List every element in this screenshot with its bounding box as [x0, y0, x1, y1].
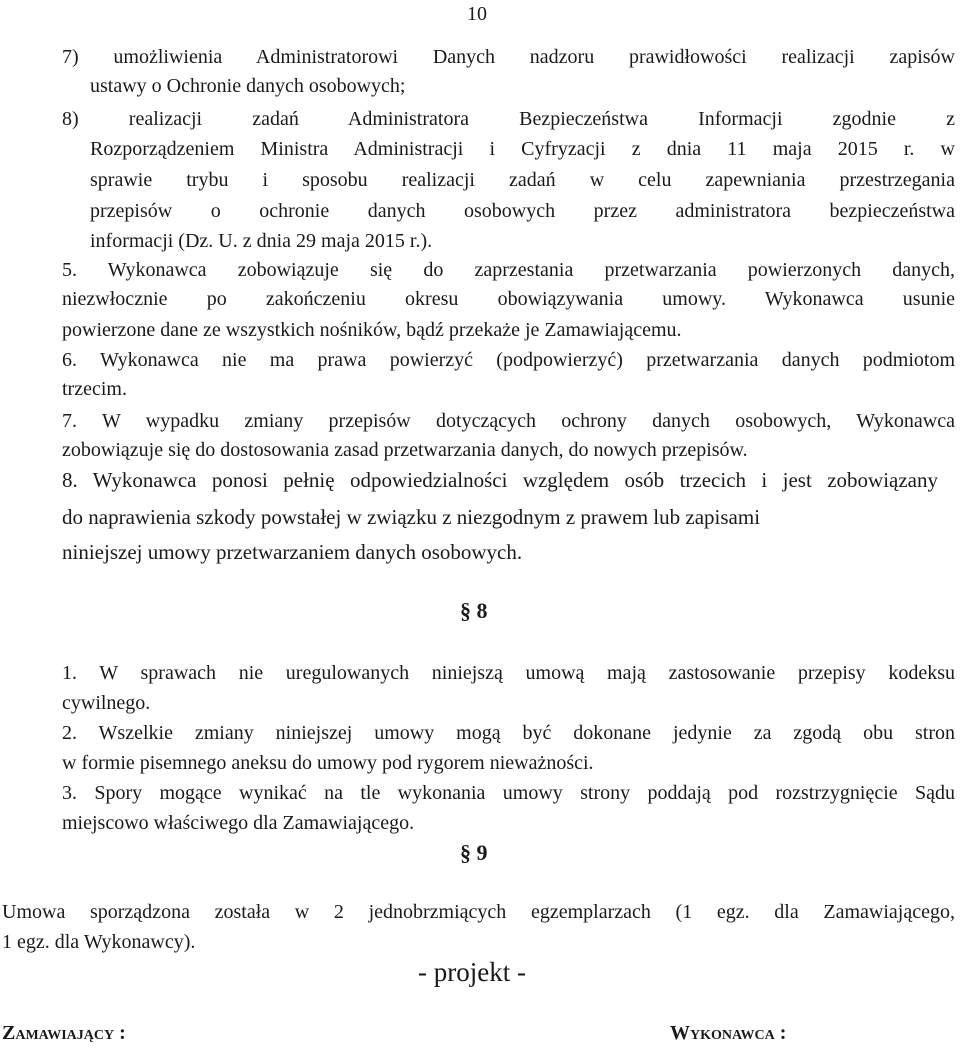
text-line: ustawy o Ochronie danych osobowych;: [90, 75, 406, 97]
text-line: informacji (Dz. U. z dnia 29 maja 2015 r.).: [90, 230, 433, 252]
text-line: 8) realizacji zadań Administratora Bezpieczeństwa Informacji zgodnie z: [62, 108, 955, 130]
text-line: niezwłocznie po zakończeniu okresu obowiązywania umowy. Wykonawca usunie: [62, 288, 955, 310]
section-8-heading: § 8: [460, 598, 488, 623]
text-line: 3. Spory mogące wynikać na tle wykonania umowy strony poddają pod rozstrzygnięcie Sądu: [62, 782, 955, 804]
text-line: cywilnego.: [62, 692, 151, 714]
text-line: 6. Wykonawca nie ma prawa powierzyć (podpowierzyć) przetwarzania danych podmiotom: [62, 349, 955, 371]
text-line: sprawie trybu i sposobu realizacji zadań w celu zapewniania przestrzegania: [90, 169, 955, 191]
text-line: 8. Wykonawca ponosi pełnię odpowiedzialności względem osób trzecich i jest zobowiązany: [62, 468, 938, 492]
text-line: 7) umożliwienia Administratorowi Danych nadzoru prawidłowości realizacji zapisów: [62, 46, 955, 68]
text-line: przepisów o ochronie danych osobowych przez administratora bezpieczeństwa: [90, 200, 955, 222]
text-line: w formie pisemnego aneksu do umowy pod rygorem nieważności.: [62, 752, 594, 774]
text-line: do naprawienia szkody powstałej w związku z niezgodnym z prawem lub zapisami: [62, 505, 761, 529]
signature-wykonawca: Wykonawca :: [670, 1022, 787, 1044]
text-line: trzecim.: [62, 378, 127, 400]
draft-label: - projekt -: [418, 957, 526, 987]
text-line: 2. Wszelkie zmiany niniejszej umowy mogą być dokonane jedynie za zgodą obu stron: [62, 722, 955, 744]
text-line: 5. Wykonawca zobowiązuje się do zaprzestania przetwarzania powierzonych danych,: [62, 259, 955, 281]
signature-zamawiajacy: Zamawiający :: [2, 1022, 126, 1044]
text-line: powierzone dane ze wszystkich nośników, bądź przekaże je Zamawiającemu.: [62, 319, 682, 341]
text-line: 7. W wypadku zmiany przepisów dotyczących ochrony danych osobowych, Wykonawca: [62, 410, 955, 432]
text-line: niniejszej umowy przetwarzaniem danych osobowych.: [62, 540, 523, 564]
text-line: miejscowo właściwego dla Zamawiającego.: [62, 812, 415, 834]
text-line: Rozporządzeniem Ministra Administracji i Cyfryzacji z dnia 11 maja 2015 r. w: [90, 138, 955, 160]
text-line: zobowiązuje się do dostosowania zasad przetwarzania danych, do nowych przepisów.: [62, 439, 748, 461]
text-line: Umowa sporządzona została w 2 jednobrzmiących egzemplarzach (1 egz. dla Zamawiającego,: [2, 901, 955, 923]
text-line: 1. W sprawach nie uregulowanych niniejszą umową mają zastosowanie przepisy kodeksu: [62, 662, 955, 684]
section-9-heading: § 9: [460, 840, 488, 865]
text-line: 1 egz. dla Wykonawcy).: [2, 931, 196, 953]
page-number: 10: [467, 3, 487, 25]
